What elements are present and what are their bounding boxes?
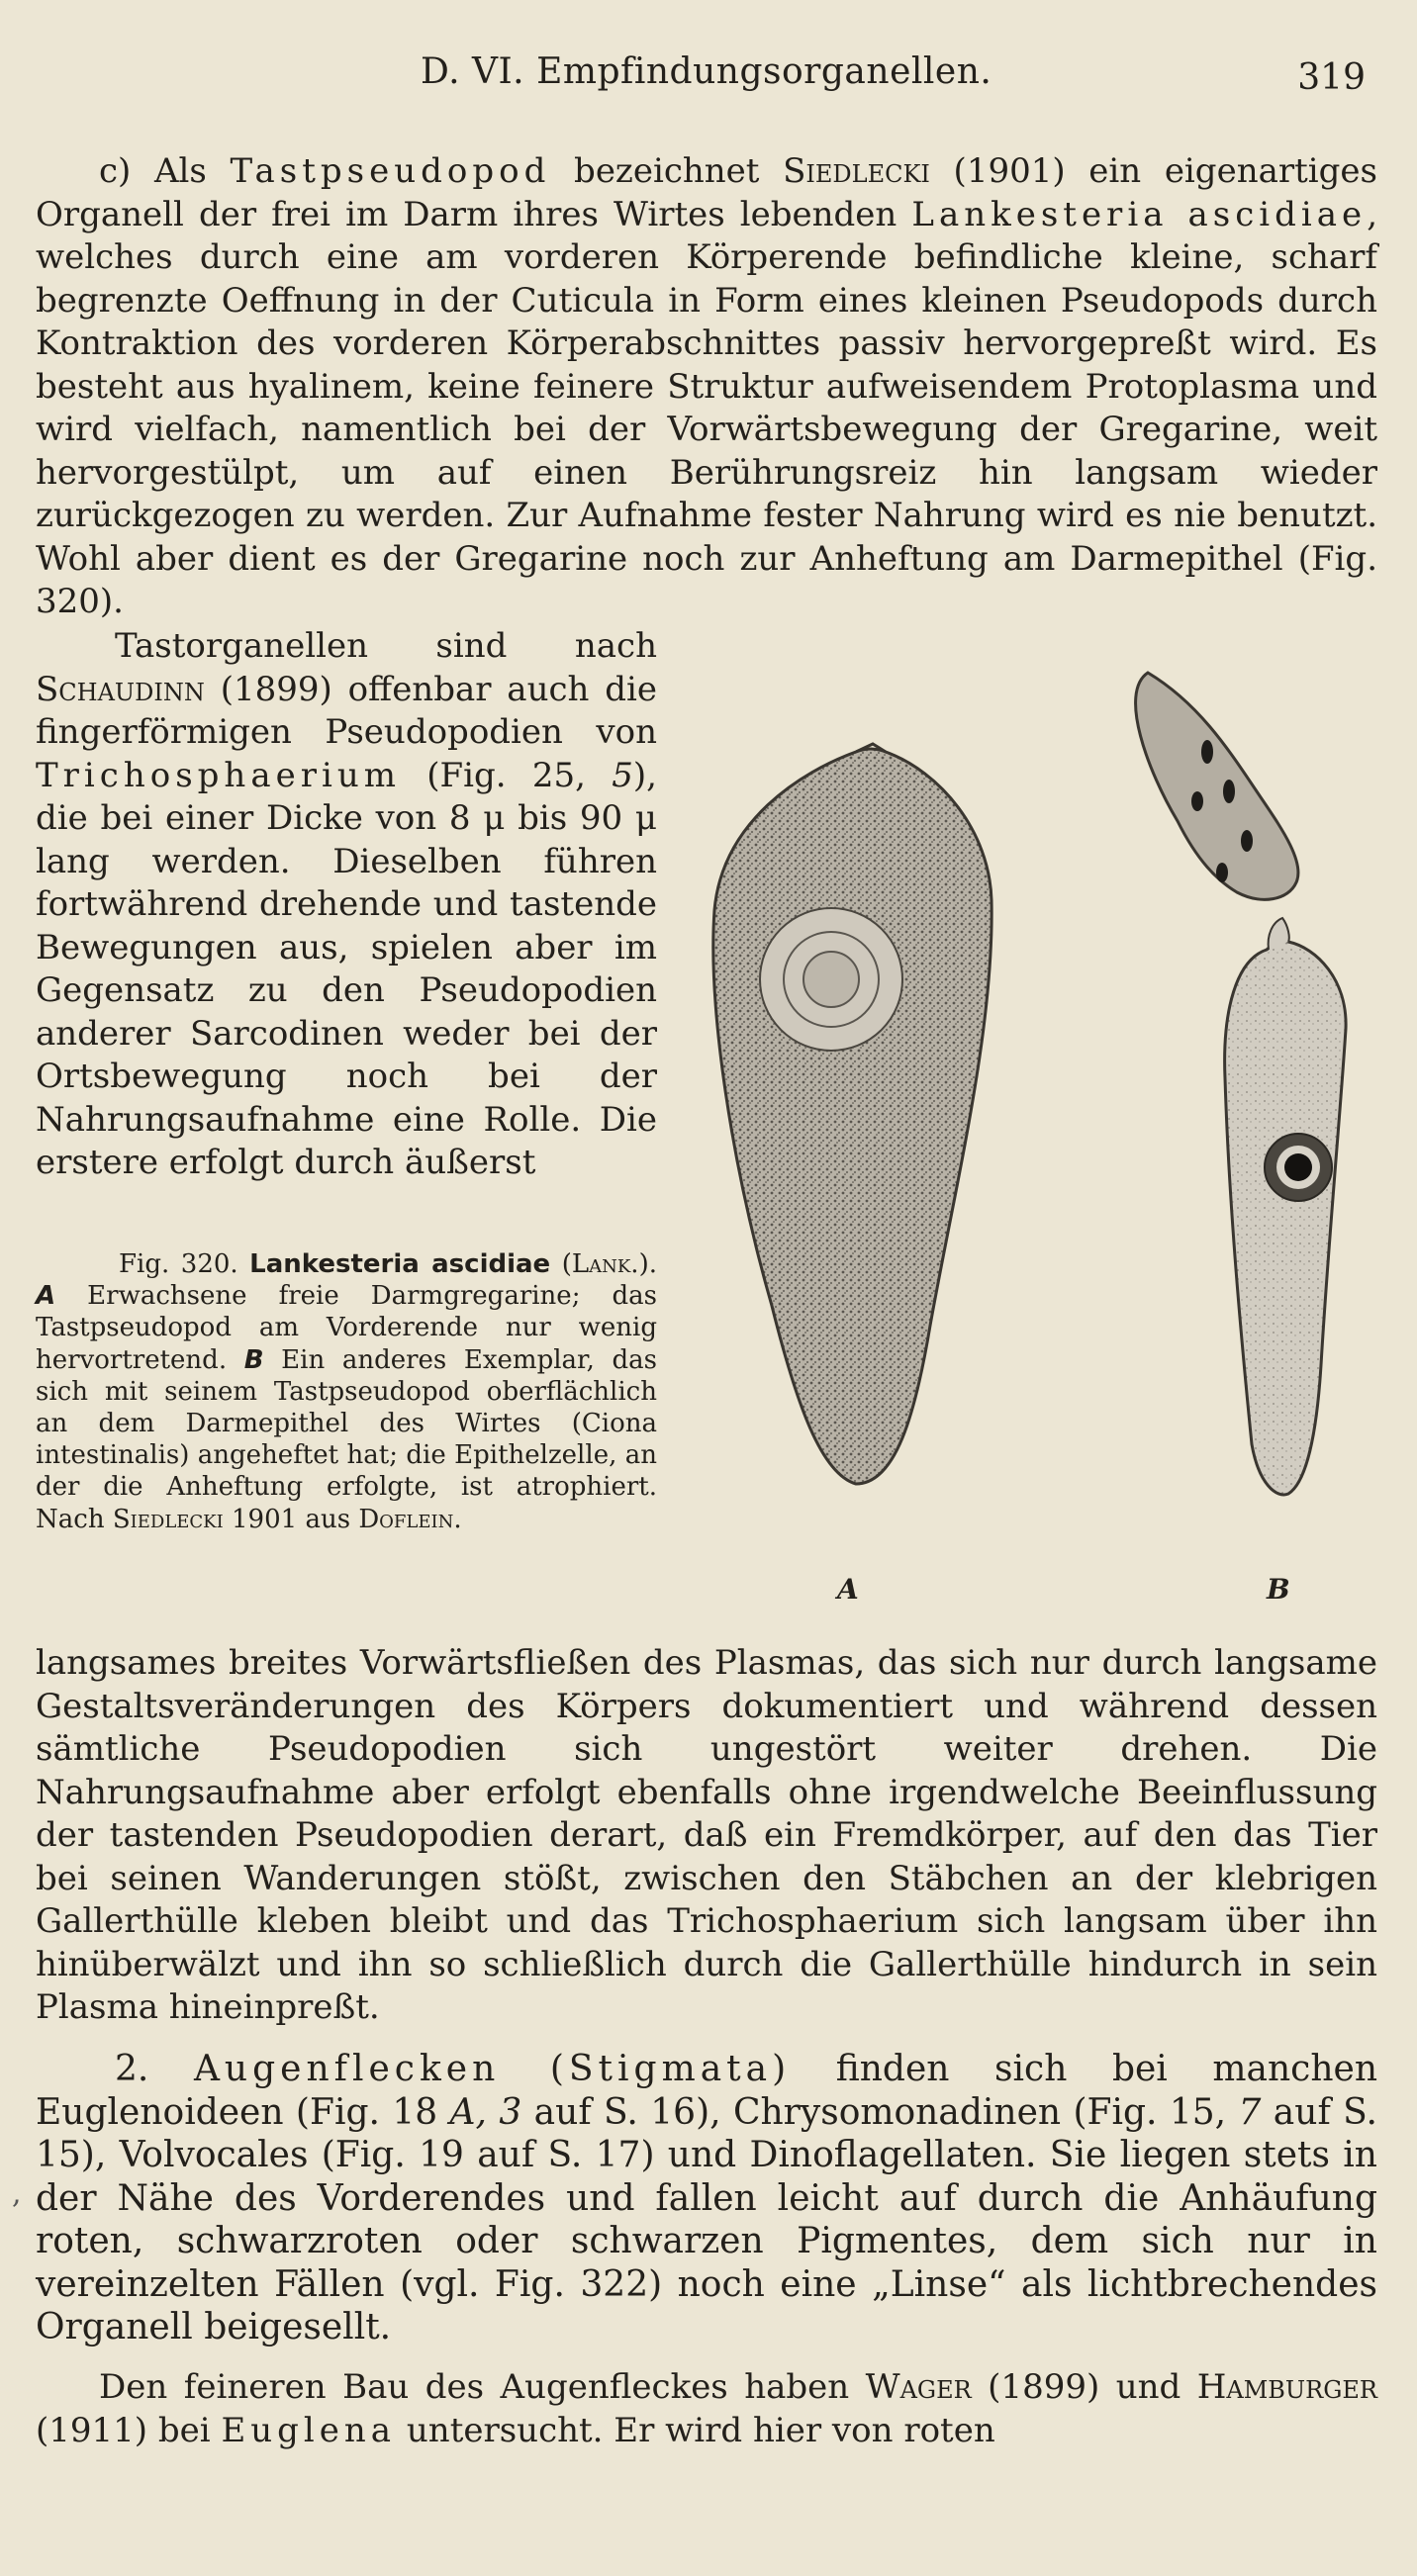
paragraph-augenflecken: 2. Augenflecken (Stigmata) finden sich bei manchen Euglenoideen (Fig. 18 A, 3 auf S. 16), Chrysomonadinen (Fig. 15, 7 auf S. 15), Volvocales (Fig. 19 auf S. 17) und Dinoflagellaten. Sie liegen stets in der Nähe des Vorderendes und fallen leicht auf durch die Anhäufung roten, schwarzroten oder schwarzen Pigmentes, dem sich nur in vereinzelten Fällen (vgl. Fig. 322) noch eine „Linse“ als lichtbrechendes Organell beigesellt.	[36, 2049, 1378, 2347]
epithelium-cells	[1136, 673, 1298, 899]
author-siedlecki: Siedlecki	[783, 151, 930, 191]
specimen-a	[713, 744, 992, 1484]
figure-illustration	[683, 653, 1395, 1603]
species-lankesteria: Lankesteria ascidiae	[911, 194, 1368, 234]
margin-mark: ,	[12, 2176, 22, 2211]
specimen-b	[1136, 673, 1347, 1495]
gregarine-body-b	[1225, 942, 1346, 1495]
figure-caption: Fig. 320. Lankesteria ascidiae (Lank.). A Erwachsene freie Darmgregarine; das Tastpseudopod am Vorderende nur wenig hervortretend. B Ein anderes Exemplar, das sich mit seinem Tastpseudopod oberflächlich an dem Darmepithel des Wirtes (Ciona intestinalis) angeheftet hat; die Epithelzelle, an der die Anheftung erfolgte, ist atrophiert. Nach Siedlecki 1901 aus Doflein.	[36, 1249, 657, 1534]
paragraph-feinerer-bau: Den feineren Bau des Augenfleckes haben Wager (1899) und Hamburger (1911) bei Euglena untersucht. Er wird hier von roten	[36, 2367, 1377, 2450]
page-number: 319	[1297, 57, 1366, 98]
caption-species: Lankesteria ascidiae	[249, 1249, 551, 1279]
figure-label-b: B	[1267, 1573, 1290, 1606]
author-hamburger: Hamburger	[1196, 2367, 1377, 2407]
term-tastpseudopod: Tastpseudopod	[230, 151, 551, 191]
paragraph-tastorganellen: Tastorganellen sind nach Schaudinn (1899) offenbar auch die fingerförmigen Pseudopodien von Trichosphaerium (Fig. 25, 5), die bei einer Dicke von 8 μ bis 90 μ lang werden. Dieselben führen fortwährend drehende und tastende Bewegungen aus, spielen aber im Gegensatz zu den Pseudopodien anderer Sarcodinen weder bei der Ortsbewegung noch bei der Nahrungsaufnahme eine Rolle. Die erstere erfolgt durch äußerst	[36, 626, 657, 1182]
running-title: D. VI. Empfindungsorganellen.	[421, 51, 992, 92]
gregarine-body-a	[713, 749, 992, 1484]
author-wager: Wager	[865, 2367, 972, 2407]
genus-euglena: Euglena	[221, 2410, 397, 2450]
page-header	[0, 51, 1417, 111]
paragraph-tastpseudopod: c) Als Tastpseudopod bezeichnet Siedlecki (1901) ein eigenartiges Organell der frei im Darm ihres Wirtes lebenden Lankesteria ascidiae, welches durch eine am vorderen Körperende befindliche kleine, scharf begrenzte Oeffnung in der Cuticula in Form eines kleinen Pseudopods durch Kontraktion des vorderen Körperabschnittes passiv hervorgepreßt wird. Es besteht aus hyalinem, keine feinere Struktur aufweisendem Protoplasma und wird vielfach, namentlich bei der Vorwärtsbewegung der Gregarine, weit hervorgestülpt, um auf einen Berührungsreiz hin langsam wieder zurückgezogen zu werden. Zur Aufnahme fester Nahrung wird es nie benutzt. Wohl aber dient es der Gregarine noch zur Anheftung am Darmepithel (Fig. 320).	[36, 151, 1377, 621]
genus-trichosphaerium: Trichosphaerium	[36, 755, 401, 795]
author-schaudinn: Schaudinn	[36, 669, 205, 709]
term-augenflecken: Augenflecken (Stigmata)	[193, 2049, 792, 2089]
figure-320	[683, 653, 1395, 1606]
figure-label-a: A	[837, 1573, 859, 1606]
paragraph-vorwaertsfliessen: langsames breites Vorwärtsfließen des Plasmas, das sich nur durch langsame Gestaltsveränderungen des Körpers dokumentiert und während dessen sämtliche Pseudopodien sich ungestört weiter drehen. Die Nahrungsaufnahme aber erfolgt ebenfalls ohne irgendwelche Beeinflussung der tastenden Pseudopodien derart, daß ein Fremdkörper, auf den das Tier bei seinen Wanderungen stößt, zwischen den Stäbchen an der klebrigen Gallerthülle kleben bleibt und das Trichosphaerium sich langsam über ihn hinüberwälzt und ihn so schließlich durch die Gallerthülle hindurch in sein Plasma hineinpreßt.	[36, 1643, 1377, 2027]
